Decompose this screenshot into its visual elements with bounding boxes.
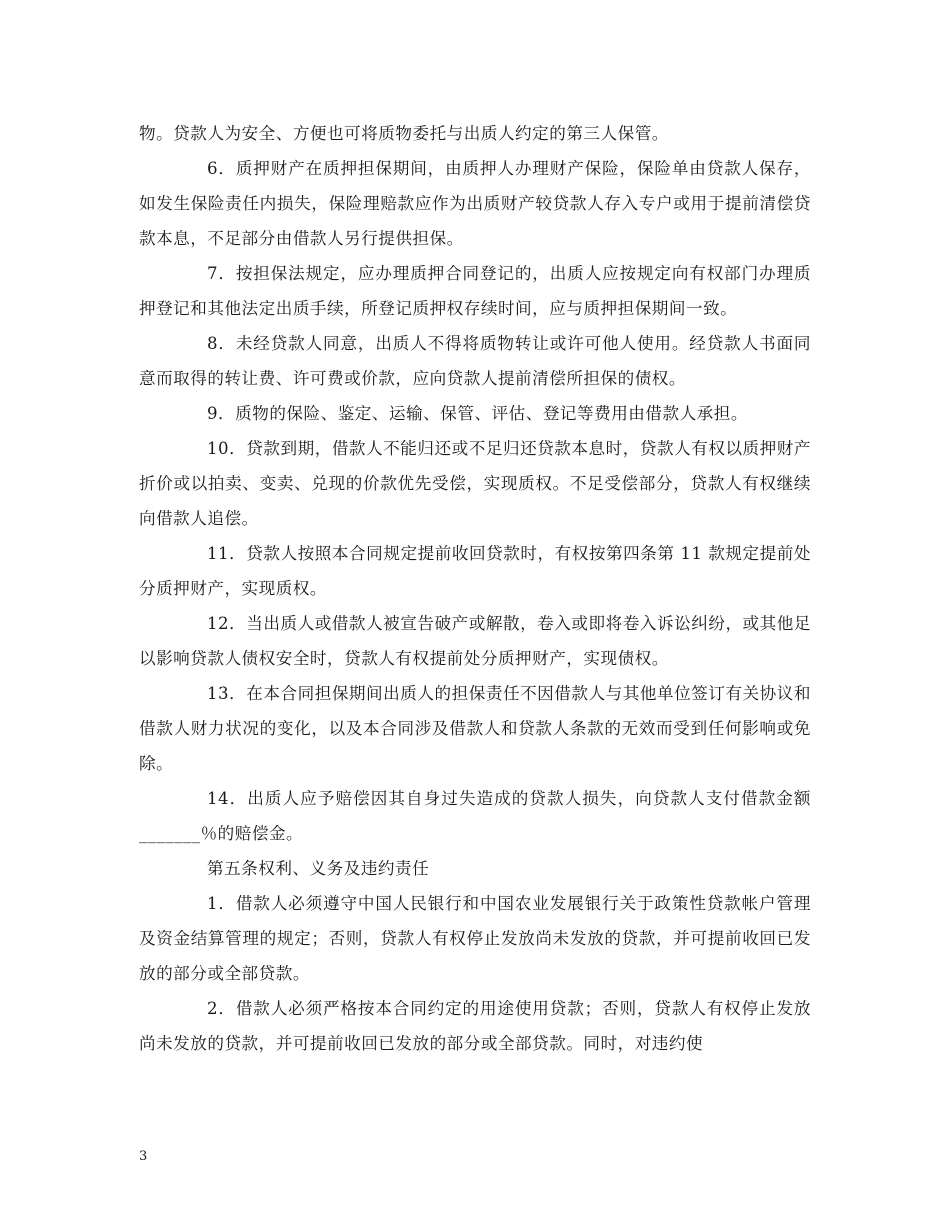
paragraph: 物。贷款人为安全、方便也可将质物委托与出质人约定的第三人保管。 (139, 124, 669, 143)
paragraph: 10．贷款到期，借款人不能归还或不足归还贷款本息时，贷款人有权以质押财产折价或以拍卖、变卖、兑现的价款优先受偿，实现质权。不足受偿部分，贷款人有权继续向借款人追偿。 (139, 439, 811, 528)
paragraph: 13．在本合同担保期间出质人的担保责任不因借款人与其他单位签订有关协议和借款人财力状况的变化，以及本合同涉及借款人和贷款人条款的无效而受到任何影响或免除。 (139, 684, 811, 773)
paragraph: 第五条权利、义务及违约责任 (207, 859, 430, 878)
paragraph: 2．借款人必须严格按本合同约定的用途使用贷款；否则，贷款人有权停止发放尚未发放的贷款，并可提前收回已发放的部分或全部贷款。同时，对违约使 (139, 999, 811, 1053)
paragraph: 11．贷款人按照本合同规定提前收回贷款时，有权按第四条第 11 款规定提前处分质押财产，实现质权。 (139, 544, 811, 598)
paragraph: 8．未经贷款人同意，出质人不得将质物转让或许可他人使用。经贷款人书面同意而取得的转让费、许可费或价款，应向贷款人提前清偿所担保的债权。 (139, 334, 811, 388)
page-number: 3 (139, 1149, 148, 1164)
paragraph: 7．按担保法规定，应办理质押合同登记的，出质人应按规定向有权部门办理质押登记和其他法定出质手续，所登记质押权存续时间，应与质押担保期间一致。 (139, 264, 811, 318)
paragraph: 9．质物的保险、鉴定、运输、保管、评估、登记等费用由借款人承担。 (207, 404, 748, 423)
paragraph: 1．借款人必须遵守中国人民银行和中国农业发展银行关于政策性贷款帐户管理及资金结算管理的规定；否则，贷款人有权停止发放尚未发放的贷款，并可提前收回已发放的部分或全部贷款。 (139, 894, 811, 983)
paragraph: 14．出质人应予赔偿因其自身过失造成的贷款人损失，向贷款人支付借款金额_______％的赔偿金。 (139, 789, 811, 843)
document-body (139, 116, 811, 1061)
paragraph: 12．当出质人或借款人被宣告破产或解散，卷入或即将卷入诉讼纠纷，或其他足以影响贷款人债权安全时，贷款人有权提前处分质押财产，实现债权。 (139, 614, 811, 668)
paragraph: 6．质押财产在质押担保期间，由质押人办理财产保险，保险单由贷款人保存，如发生保险责任内损失，保险理赔款应作为出质财产较贷款人存入专户或用于提前清偿贷款本息，不足部分由借款人另行提供担保。 (139, 159, 811, 248)
